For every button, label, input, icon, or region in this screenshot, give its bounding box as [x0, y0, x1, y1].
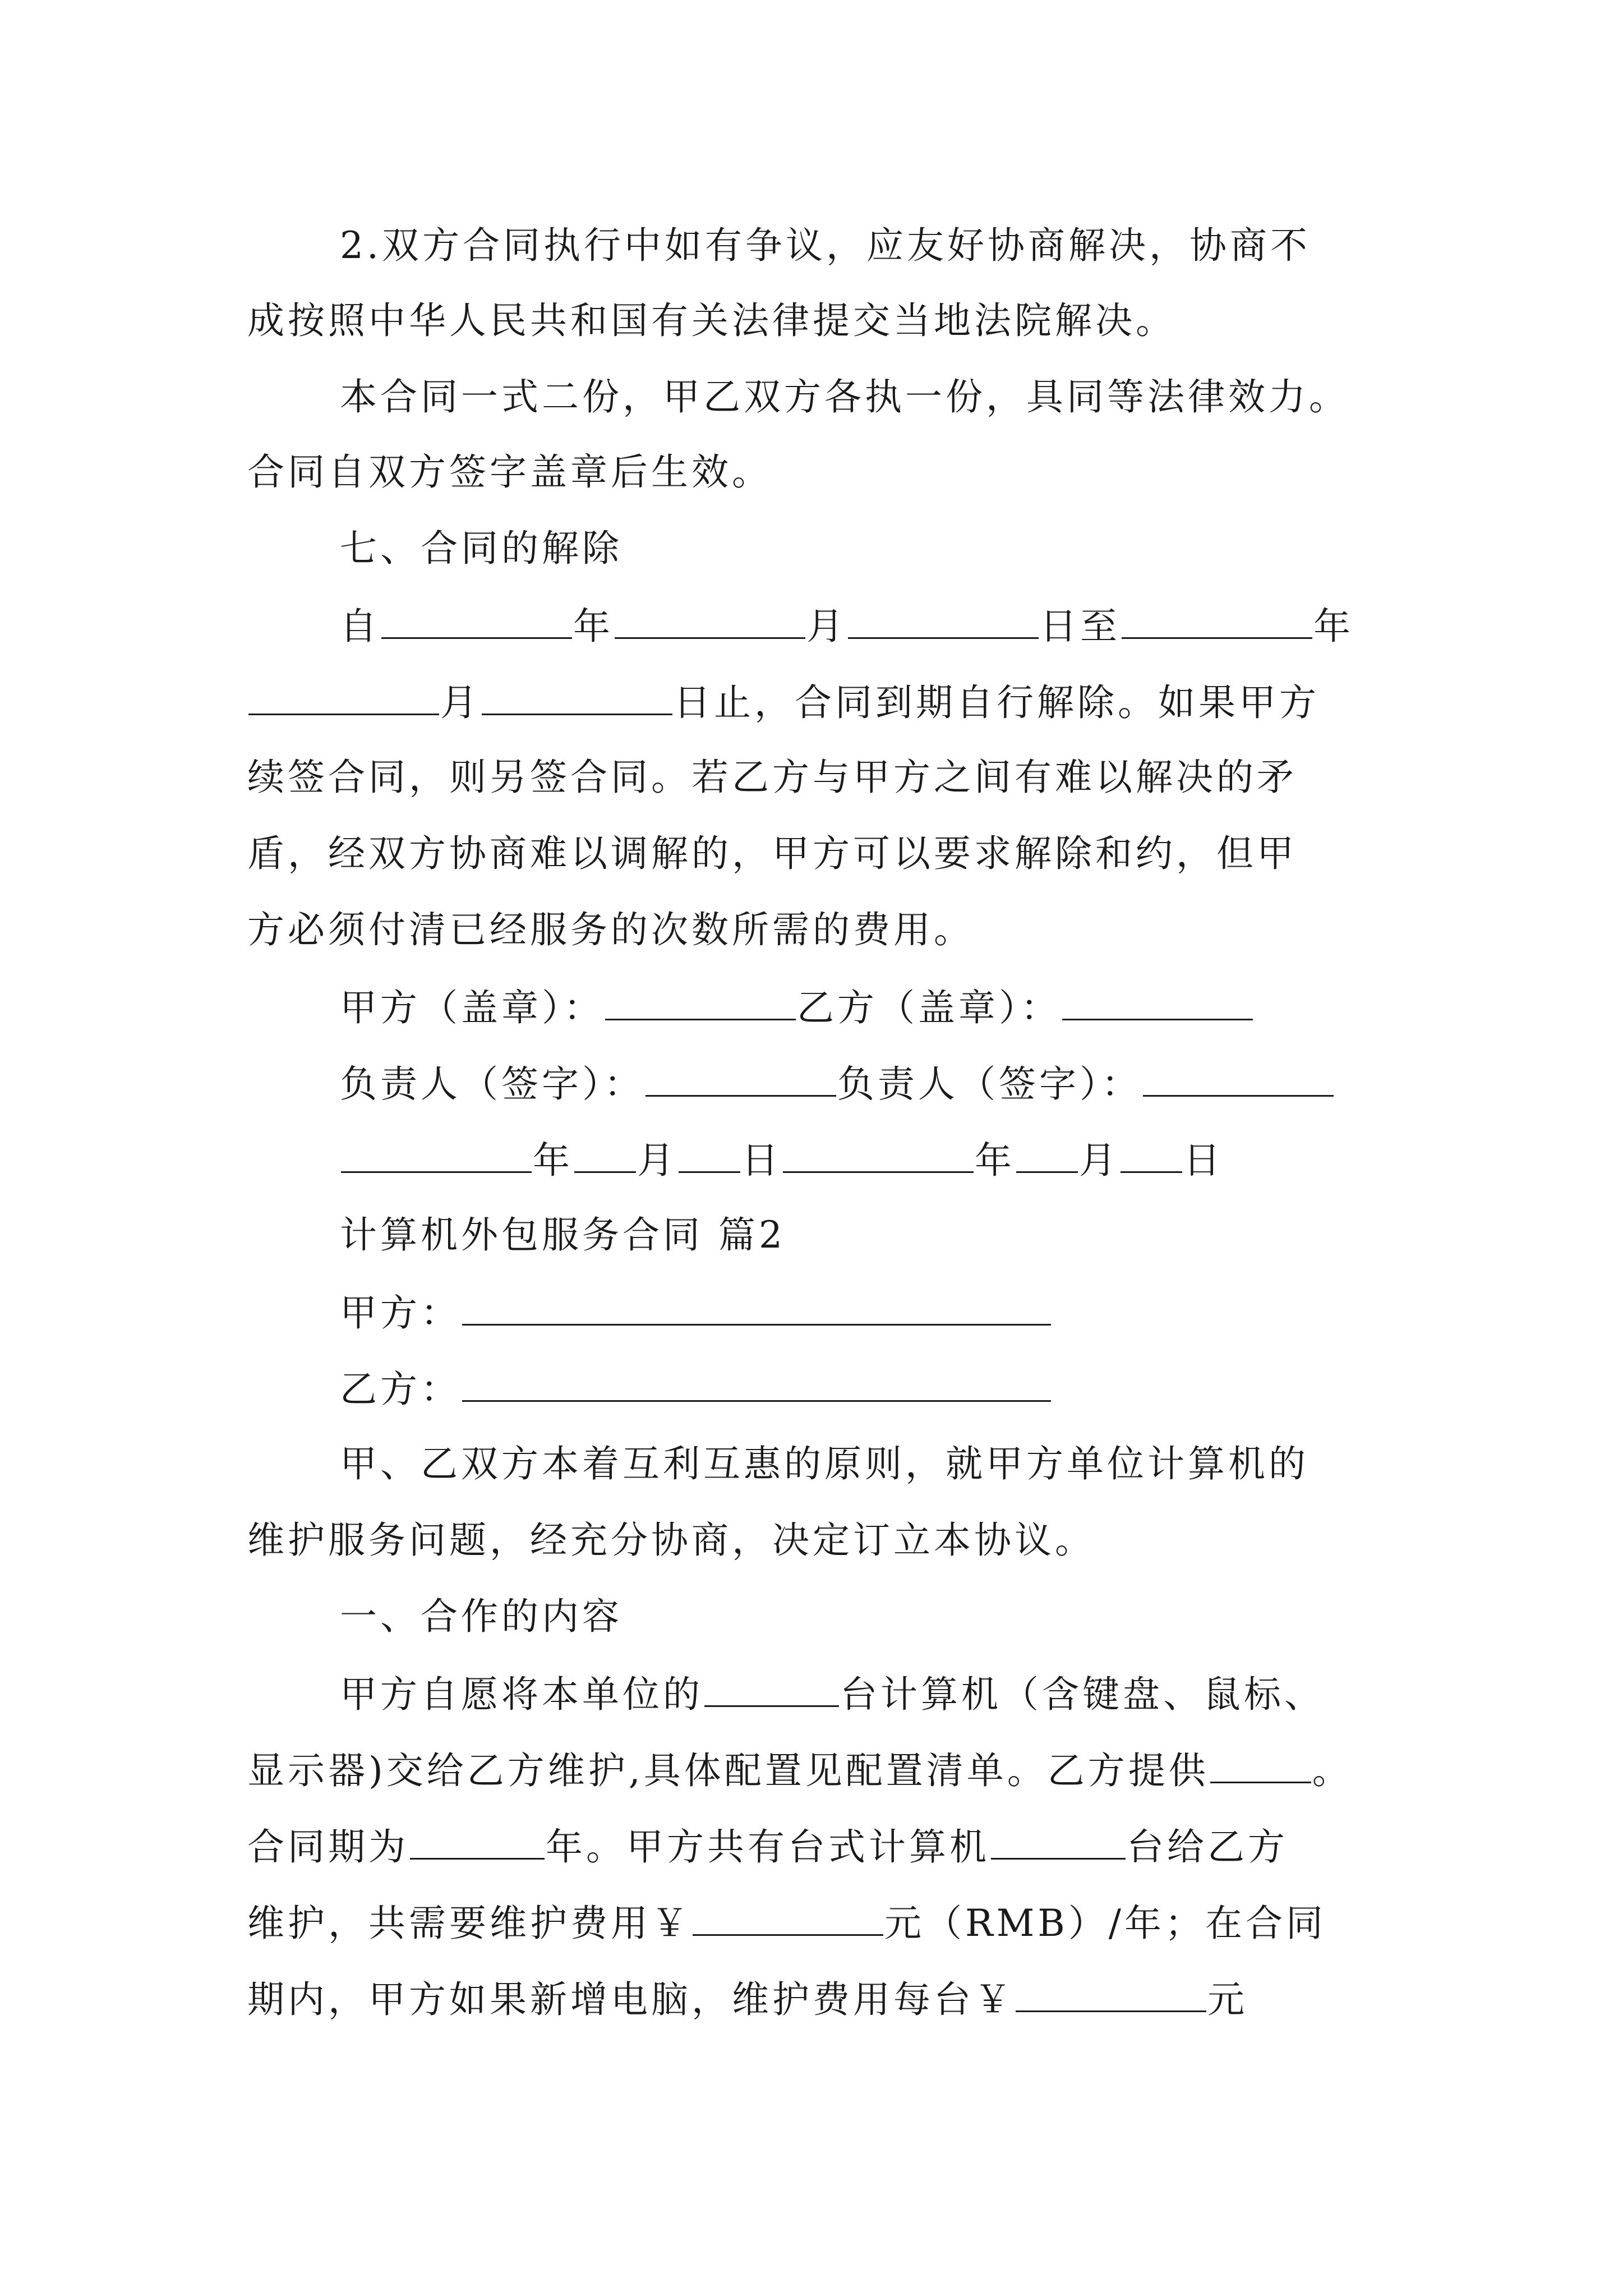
sign-b-month-blank	[1016, 1137, 1078, 1173]
content-line-5	[247, 1976, 1248, 2022]
termination-line-4: 盾，经双方协商难以调解的，甲方可以要求解除和约，但甲	[247, 832, 1297, 875]
person-a-label: 负责人（签字）：	[340, 1062, 644, 1106]
annual-fee-blank	[693, 1899, 883, 1936]
config-text: 显示器)交给乙方维护,具体配置见配置清单。乙方提供	[247, 1749, 1209, 1792]
party-a-seal-blank	[605, 984, 796, 1020]
sign-a-day-blank	[679, 1137, 740, 1173]
person-b-label: 负责人（签字）：	[837, 1062, 1142, 1106]
year-label: 年	[975, 1139, 1015, 1182]
day-label: 日	[1183, 1139, 1224, 1182]
year-label: 年	[533, 1139, 573, 1182]
desktop-count-text: 台给乙方	[1127, 1825, 1288, 1869]
provided-blank	[1210, 1747, 1311, 1783]
intro-line-1: 甲、乙双方本着互利互惠的原则，就甲方单位计算机的	[340, 1442, 1309, 1485]
day-to-label: 日至	[1040, 605, 1121, 648]
sign-b-year-blank	[783, 1137, 974, 1173]
party-b-seal-label: 乙方（盖章）：	[797, 986, 1061, 1029]
party-b-label: 乙方：	[340, 1368, 461, 1411]
article-2-title: 计算机外包服务合同 篇2	[340, 1213, 786, 1257]
termination-line-3: 续签合同，则另签合同。若乙方与甲方之间有难以解决的矛	[247, 756, 1297, 799]
date-from-label: 自	[340, 605, 380, 648]
day-until-text: 日止，合同到期自行解除。如果甲方	[674, 681, 1320, 724]
content-line-2	[247, 1747, 1353, 1793]
month-label: 月	[806, 605, 847, 648]
content-line-4	[247, 1899, 1326, 1946]
new-pc-fee-label: 期内，甲方如果新增电脑，维护费用每台￥	[247, 1978, 1015, 2021]
end-month-blank	[248, 679, 439, 715]
party-a-blank	[462, 1289, 1051, 1326]
fee-unit: 元（RMB）/年；在合同	[884, 1902, 1327, 1945]
clause-2-line-1: 2.双方合同执行中如有争议，应友好协商解决，协商不	[340, 224, 1311, 267]
party-b-line	[340, 1365, 1052, 1412]
termination-heading: 七、合同的解除	[340, 527, 623, 570]
signer-line	[340, 1060, 1335, 1107]
year-label: 年	[1313, 605, 1354, 648]
copies-line-1: 本合同一式二份，甲乙双方各执一份，具同等法律效力。	[340, 375, 1349, 418]
new-pc-fee-unit: 元	[1207, 1978, 1248, 2021]
month-label: 月	[1079, 1139, 1119, 1182]
start-day-blank	[848, 602, 1039, 639]
termination-line-5: 方必须付清已经服务的次数所需的费用。	[247, 908, 974, 951]
new-pc-fee-blank	[1016, 1976, 1206, 2012]
year-label: 年	[573, 605, 614, 648]
intro-line-2: 维护服务问题，经充分协商，决定订立本协议。	[247, 1519, 1095, 1562]
termination-line-2	[247, 679, 1320, 725]
party-b-blank	[462, 1365, 1051, 1402]
term-label: 合同期为	[247, 1825, 409, 1869]
party-a-line	[340, 1289, 1052, 1336]
computer-count-text: 台计算机（含键盘、鼠标、	[840, 1673, 1325, 1716]
end-day-blank	[482, 679, 672, 715]
desktop-count-label: 年。甲方共有台式计算机	[546, 1825, 990, 1869]
start-year-blank	[381, 602, 572, 639]
fee-label: 维护，共需要维护费用￥	[247, 1902, 691, 1945]
copies-line-2: 合同自双方签字盖章后生效。	[247, 450, 772, 494]
computer-count-blank	[704, 1671, 839, 1707]
section-1-heading: 一、合作的内容	[340, 1595, 623, 1638]
sign-b-day-blank	[1121, 1137, 1182, 1173]
termination-date-line	[340, 602, 1354, 649]
sign-a-year-blank	[341, 1137, 532, 1173]
sign-a-month-blank	[574, 1137, 636, 1173]
day-label: 日	[741, 1139, 782, 1182]
config-period: 。	[1312, 1749, 1353, 1792]
signature-date-line	[340, 1137, 1224, 1183]
month-label: 月	[440, 681, 481, 724]
term-years-blank	[410, 1823, 545, 1860]
person-b-blank	[1143, 1060, 1334, 1097]
start-month-blank	[615, 602, 805, 639]
clause-2-line-2: 成按照中华人民共和国有关法律提交当地法院解决。	[247, 299, 1176, 342]
person-a-blank	[645, 1060, 836, 1097]
party-a-label: 甲方：	[340, 1291, 461, 1335]
end-year-blank	[1122, 602, 1312, 639]
computer-count-label: 甲方自愿将本单位的	[340, 1673, 703, 1716]
desktop-count-blank	[991, 1823, 1126, 1860]
content-line-1	[340, 1671, 1325, 1717]
party-b-seal-blank	[1062, 984, 1253, 1020]
content-line-3	[247, 1823, 1288, 1870]
seal-line	[340, 984, 1254, 1030]
month-label: 月	[637, 1139, 677, 1182]
party-a-seal-label: 甲方（盖章）：	[340, 986, 604, 1029]
